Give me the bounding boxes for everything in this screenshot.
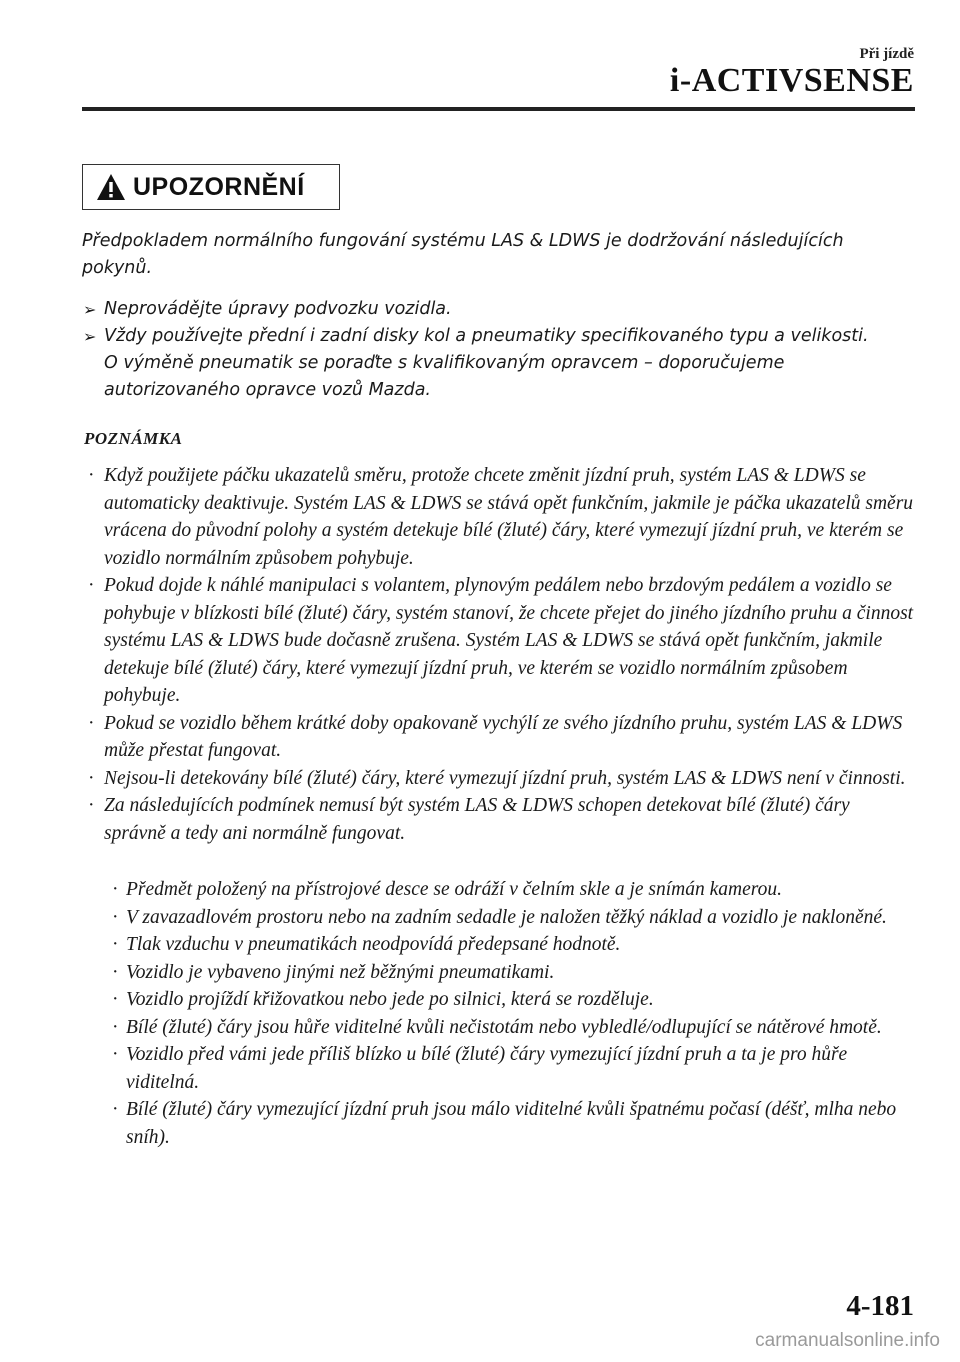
condition-item-text: Tlak vzduchu v pneumatikách neodpovídá předepsané hodnotě. xyxy=(126,934,621,955)
bullet-icon: · xyxy=(88,712,95,734)
note-item xyxy=(86,572,916,710)
bullet-icon: · xyxy=(112,1099,119,1120)
condition-item xyxy=(110,986,916,1014)
section-label: Při jízdě xyxy=(859,46,914,62)
arrow-bullet-icon: ➢ xyxy=(83,300,97,319)
bullet-icon: · xyxy=(112,989,119,1010)
bullet-icon: · xyxy=(88,767,95,789)
condition-item xyxy=(110,931,916,959)
header-rule xyxy=(82,107,915,111)
warning-title: UPOZORNĚNÍ xyxy=(133,172,305,201)
note-item-text: Pokud se vozidlo během krátké doby opakovaně vychýlí ze svého jízdního pruhu, systém LAS & LDWS může přestat fungovat. xyxy=(104,712,903,761)
watermark: carmanualsonline.info xyxy=(755,1330,940,1351)
bullet-icon: · xyxy=(112,1016,119,1038)
bullet-icon: · xyxy=(88,575,95,596)
note-item xyxy=(86,792,916,847)
condition-item xyxy=(110,959,916,987)
condition-item-text: Vozidlo projíždí křižovatkou nebo jede po silnici, která se rozděluje. xyxy=(126,989,654,1010)
note-item xyxy=(86,462,916,572)
note-item-text: Pokud dojde k náhlé manipulaci s volantem, plynovým pedálem nebo brzdovým pedálem a vozidlo se pohybuje v blízkosti bílé (žluté) čáry, systém stanoví, že chcete přejet do jiného jízdního pruhu a činnost systému LAS & LDWS bude dočasně zrušena. Systém LAS & LDWS se stává opět funkčním, jakmile detekuje bílé (žluté) čáry, které vymezují jízdní pruh, ve kterém se vozidlo normálním způsobem pohybuje. xyxy=(104,575,914,706)
bullet-icon: · xyxy=(88,795,95,816)
condition-item-text: Vozidlo je vybaveno jinými než běžnými pneumatikami. xyxy=(126,961,555,983)
condition-list xyxy=(110,876,916,1151)
warning-list xyxy=(82,296,882,404)
bullet-icon: · xyxy=(112,961,119,983)
page-number: 4-181 xyxy=(846,1290,914,1322)
bullet-icon: · xyxy=(112,934,119,955)
condition-item xyxy=(110,1041,916,1096)
bullet-icon: · xyxy=(112,906,119,928)
note-item xyxy=(86,765,916,793)
bullet-icon: · xyxy=(112,1044,119,1065)
note-list xyxy=(86,462,916,847)
note-title: POZNÁMKA xyxy=(84,429,183,448)
bullet-icon: · xyxy=(88,465,95,486)
warning-item xyxy=(82,323,882,404)
warning-content xyxy=(82,228,882,404)
condition-item-text: Předmět položený na přístrojové desce se odráží v čelním skle a je snímán kamerou. xyxy=(126,879,782,900)
warning-triangle-icon xyxy=(95,172,127,202)
note-item xyxy=(86,710,916,765)
warning-intro: Předpokladem normálního fungování systému LAS & LDWS je dodržování následujících pokynů. xyxy=(82,231,844,278)
warning-heading-box xyxy=(82,164,340,210)
note-item-text: Nejsou-li detekovány bílé (žluté) čáry, které vymezují jízdní pruh, systém LAS & LDWS není v činnosti. xyxy=(104,767,906,789)
note-item-text: Za následujících podmínek nemusí být systém LAS & LDWS schopen detekovat bílé (žluté) čáry správně a tedy ani normálně fungovat. xyxy=(104,795,850,844)
warning-item-text: Neprovádějte úpravy podvozku vozidla. xyxy=(104,299,452,319)
condition-item-text: Vozidlo před vámi jede příliš blízko u bílé (žluté) čáry vymezující jízdní pruh a ta je pro hůře viditelná. xyxy=(126,1044,848,1093)
condition-item-text: Bílé (žluté) čáry vymezující jízdní pruh jsou málo viditelné kvůli špatnému počasí (déšť, mlha nebo sníh). xyxy=(126,1099,897,1148)
condition-item-text: Bílé (žluté) čáry jsou hůře viditelné kvůli nečistotám nebo vybledlé/odlupující se nátěrové hmotě. xyxy=(126,1016,882,1038)
note-item-text: Když použijete páčku ukazatelů směru, protože chcete změnit jízdní pruh, systém LAS & LDWS se automaticky deaktivuje. Systém LAS & LDWS se stává opět funkčním, jakmile je páčka ukazatelů směru vrácena do původní polohy a systém detekuje bílé (žluté) čáry, které vymezují jízdní pruh, ve kterém se vozidlo normálním způsobem pohybuje. xyxy=(104,465,914,569)
chapter-title: i-ACTIVSENSE xyxy=(669,62,914,99)
condition-item-text: V zavazadlovém prostoru nebo na zadním sedadle je naložen těžký náklad a vozidlo je nakloněné. xyxy=(126,906,887,928)
condition-item xyxy=(110,1014,916,1042)
warning-item-text: Vždy používejte přední i zadní disky kol a pneumatiky specifikovaného typu a velikosti. O výměně pneumatik se poraďte s kvalifikovaným opravcem – doporučujeme autorizovaného opravce vozů Mazda. xyxy=(104,326,869,400)
bullet-icon: · xyxy=(112,879,119,900)
condition-item xyxy=(110,904,916,932)
condition-item xyxy=(110,876,916,904)
arrow-bullet-icon: ➢ xyxy=(83,327,97,346)
condition-item xyxy=(110,1096,916,1151)
warning-item xyxy=(82,296,882,323)
